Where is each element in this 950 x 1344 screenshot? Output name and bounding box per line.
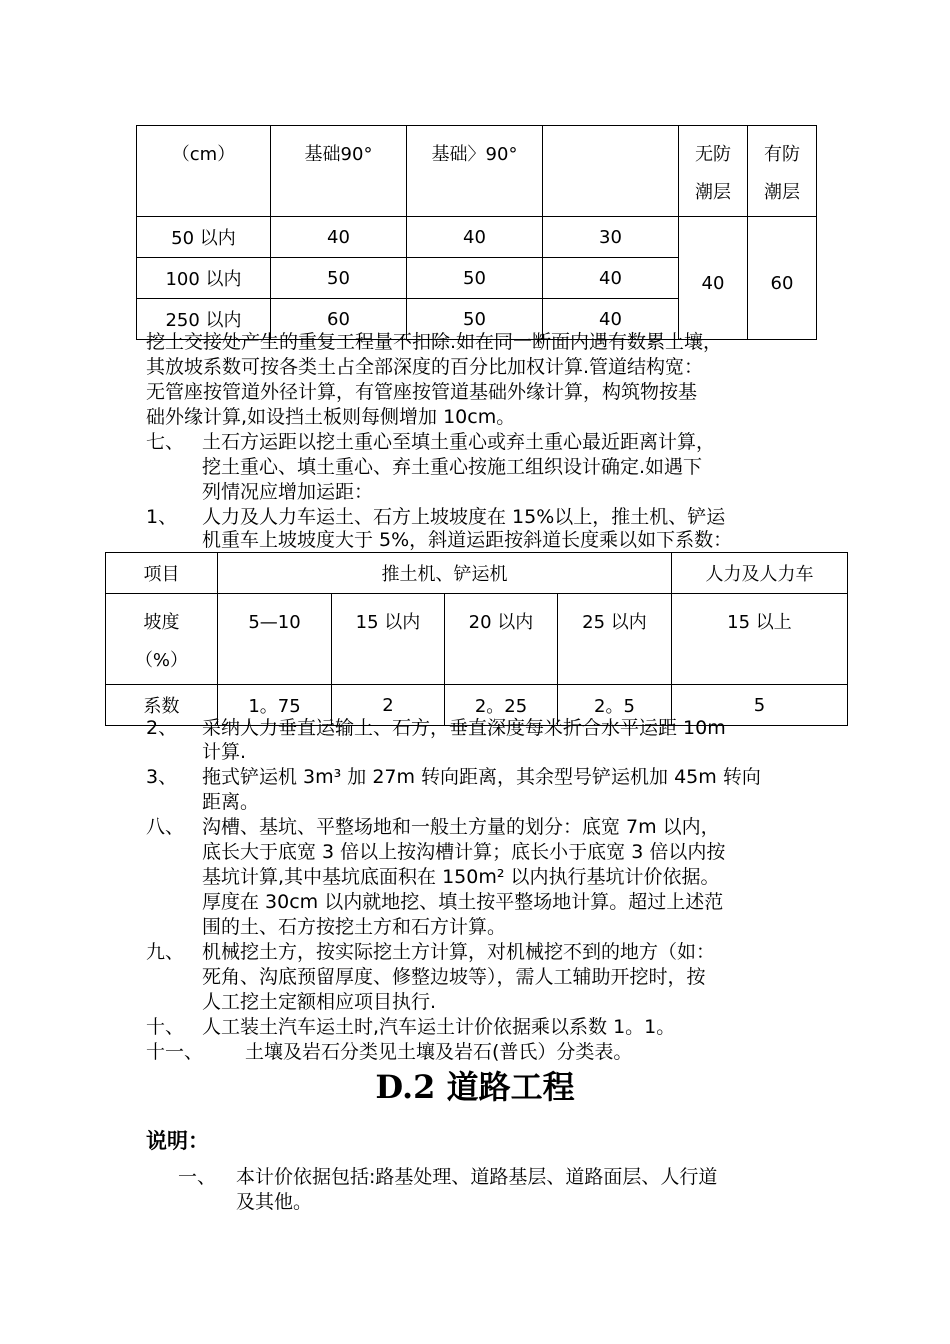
table-cell: 50 — [407, 258, 543, 299]
table-cell: 2。25 — [445, 685, 558, 726]
table-cell: 60 — [271, 299, 407, 340]
item-number: 八、 — [146, 816, 185, 838]
paragraph-line: 列情况应增加运距： — [202, 481, 374, 503]
paragraph-line: 土石方运距以挖土重心至填土重心或弃土重心最近距离计算， — [202, 431, 716, 453]
table-cell: 基础〉90° — [407, 126, 543, 217]
section-title: D.2 道路工程 — [375, 1068, 575, 1106]
paragraph-line: 厚度在 30cm 以内就地挖、填土按平整场地计算。超过上述范 — [202, 891, 724, 913]
paragraph-line: 及其他。 — [236, 1191, 313, 1213]
paragraph-line: 死角、沟底预留厚度、修整边坡等），需人工辅助开挖时，按 — [202, 966, 706, 988]
paragraph-line: 人工装土汽车运土时,汽车运土计价依据乘以系数 1。1。 — [202, 1016, 676, 1038]
table-cell: 5—10 — [218, 594, 332, 685]
table-cell: 100 以内 — [137, 258, 271, 299]
table-row — [106, 594, 848, 685]
table-row — [137, 217, 817, 258]
table-cell: 项目 — [106, 553, 218, 594]
paragraph-line: 距离。 — [202, 791, 260, 813]
item-number: 十一、 — [146, 1041, 204, 1063]
table-cell: 25 以内 — [558, 594, 672, 685]
item-number: 九、 — [146, 941, 185, 963]
table-cell: 人力及人力车 — [672, 553, 848, 594]
table-cell: 15 以内 — [332, 594, 445, 685]
paragraph-line: 采纳人力垂直运输土、石方，垂直深度每米折合水平运距 10m — [202, 717, 726, 739]
table-cell: 系数 — [106, 685, 218, 726]
table-cell: 推土机、铲运机 — [218, 553, 672, 594]
table-cell: 20 以内 — [445, 594, 558, 685]
item-number: 七、 — [146, 431, 185, 453]
item-number: 十、 — [146, 1016, 185, 1038]
table-cell: 50 — [407, 299, 543, 340]
paragraph-line: 机械挖土方，按实际挖土方计算，对机械挖不到的地方（如： — [202, 941, 716, 963]
table-cell: 50 — [271, 258, 407, 299]
table-cell: 15 以上 — [672, 594, 848, 685]
paragraph-line: 基坑计算,其中基坑底面积在 150m² 以内执行基坑计价依据。 — [202, 866, 720, 888]
table-cell: 40 — [543, 258, 679, 299]
table-cell: 40 — [543, 299, 679, 340]
table-cell: （cm） — [137, 126, 271, 217]
table-cell: 2。5 — [558, 685, 672, 726]
table-cell: 60 — [748, 217, 817, 340]
table-cell: 250 以内 — [137, 299, 271, 340]
paragraph-line: 土壤及岩石分类见土壤及岩石(普氏）分类表。 — [245, 1041, 633, 1063]
item-number: 一、 — [178, 1166, 217, 1188]
table-cell: 50 以内 — [137, 217, 271, 258]
table-cell: 2 — [332, 685, 445, 726]
table-cell: 30 — [543, 217, 679, 258]
paragraph-line: 人工挖土定额相应项目执行. — [202, 991, 437, 1013]
paragraph-line: 无管座按管道外径计算，有管座按管道基础外缘计算，构筑物按基 — [146, 381, 698, 403]
table-cell: 无防 潮层 — [679, 126, 748, 217]
section-label: 说明： — [146, 1129, 209, 1153]
paragraph-line: 拖式铲运机 3m³ 加 27m 转向距离，其余型号铲运机加 45m 转向 — [202, 766, 761, 788]
item-number: 2、 — [146, 717, 178, 739]
paragraph-line: 人力及人力车运土、石方上坡坡度在 15%以上，推土机、铲运 — [202, 506, 726, 528]
table-cell: 有防 潮层 — [748, 126, 817, 217]
table-cell: 1。75 — [218, 685, 332, 726]
paragraph-line: 底长大于底宽 3 倍以上按沟槽计算；底长小于底宽 3 倍以内按 — [202, 841, 726, 863]
paragraph-line: 挖土交接处产生的重复工程量不扣除.如在同一断面内遇有数累土壤， — [146, 331, 723, 353]
paragraph-line: 本计价依据包括:路基处理、道路基层、道路面层、人行道 — [236, 1166, 718, 1188]
paragraph-line: 计算. — [202, 741, 247, 763]
paragraph-line: 沟槽、基坑、平整场地和一般土方量的划分：底宽 7m 以内， — [202, 816, 720, 838]
paragraph-line: 础外缘计算,如设挡土板则每侧增加 10cm。 — [146, 406, 516, 428]
table-cell: 基础90° — [271, 126, 407, 217]
table-cell: 5 — [672, 685, 848, 726]
paragraph-line: 围的土、石方按挖土方和石方计算。 — [202, 916, 507, 938]
item-number: 1、 — [146, 506, 178, 528]
table-cell: 坡度 （%） — [106, 594, 218, 685]
table-cell: 40 — [271, 217, 407, 258]
excavation-width-table — [136, 125, 817, 340]
table-cell: 40 — [679, 217, 748, 340]
table-cell: 40 — [407, 217, 543, 258]
table-row — [106, 553, 848, 594]
table-header-row — [137, 126, 817, 217]
paragraph-line: 其放坡系数可按各类土占全部深度的百分比加权计算.管道结构宽： — [146, 356, 704, 378]
item-number: 3、 — [146, 766, 178, 788]
paragraph-line: 机重车上坡坡度大于 5%，斜道运距按斜道长度乘以如下系数： — [202, 529, 733, 551]
slope-coefficient-table — [105, 552, 848, 726]
table-cell — [543, 126, 679, 217]
paragraph-line: 挖土重心、填土重心、弃土重心按施工组织设计确定.如遇下 — [202, 456, 703, 478]
